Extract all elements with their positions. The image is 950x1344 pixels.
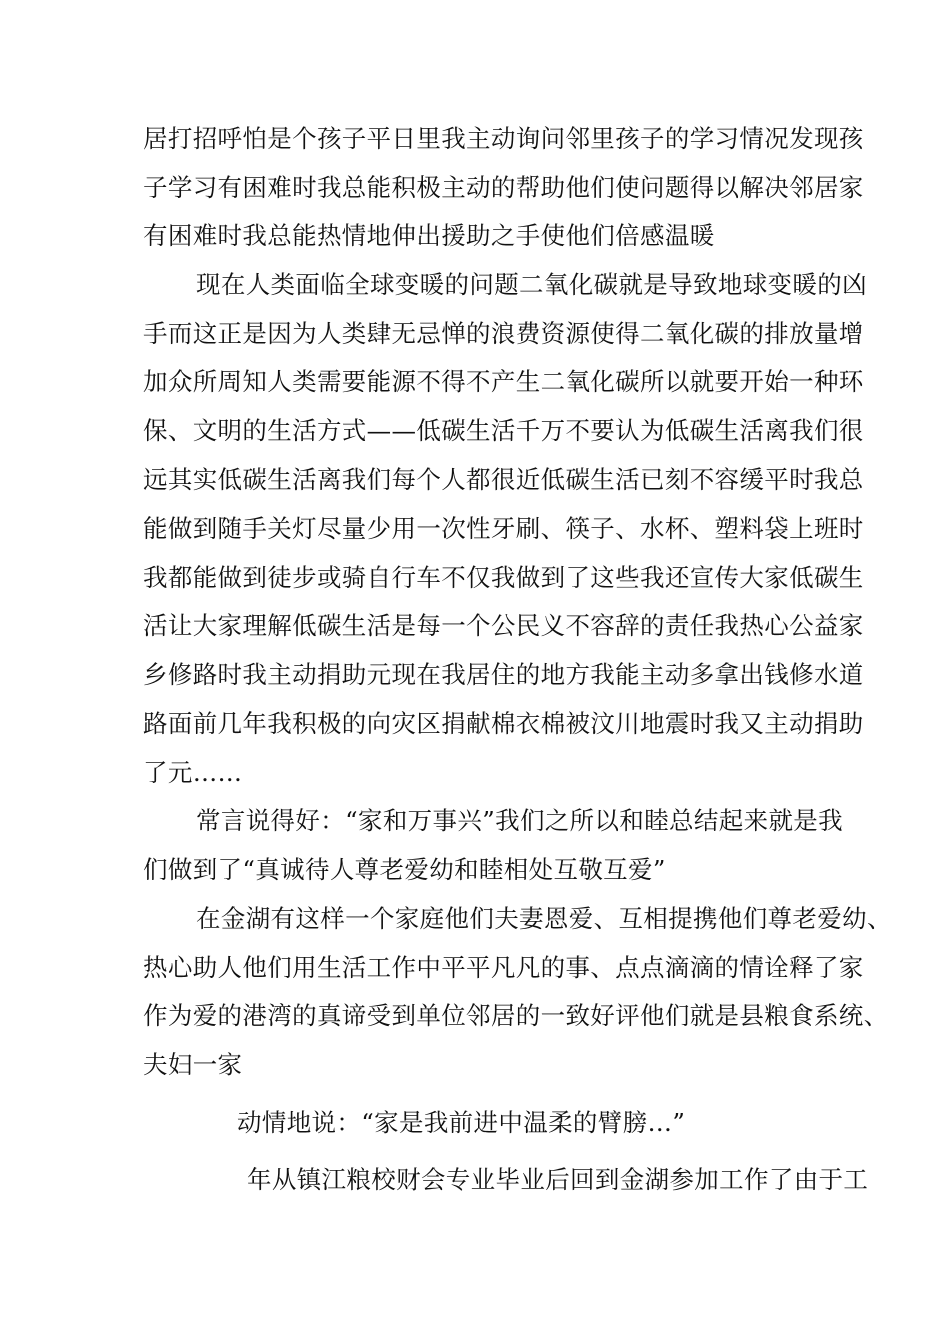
paragraph-first-line: 年从镇江粮校财会专业毕业后回到金湖参加工作了由于工 (247, 1165, 869, 1194)
paragraph-first-line: 现在人类面临全球变暖的问题二氧化碳就是导致地球变暖的凶 (196, 270, 867, 299)
text-line: 乡修路时我主动捐助元现在我居住的地方我能主动多拿出钱修水道 (143, 660, 864, 689)
paragraph-first-line: 在金湖有这样一个家庭他们夫妻恩爱、互相提携他们尊老爱幼、 (196, 904, 892, 933)
paragraph-first-line: 常言说得好：“家和万事兴”我们之所以和睦总结起来就是我 (196, 806, 843, 835)
text-line: 子学习有困难时我总能积极主动的帮助他们使问题得以解决邻居家 (143, 173, 864, 202)
text-line: 居打招呼怕是个孩子平日里我主动询问邻里孩子的学习情况发现孩 (143, 124, 864, 153)
text-line: 路面前几年我积极的向灾区捐献棉衣棉被汶川地震时我又主动捐助 (143, 709, 864, 738)
text-line: 手而这正是因为人类肆无忌惮的浪费资源使得二氧化碳的排放量增 (143, 319, 864, 348)
text-line: 夫妇一家 (143, 1050, 243, 1079)
text-line: 活让大家理解低碳生活是每一个公民义不容辞的责任我热心公益家 (143, 611, 864, 640)
text-line: 能做到随手关灯尽量少用一次性牙刷、筷子、水杯、塑料袋上班时 (143, 514, 864, 543)
text-line: 热心助人他们用生活工作中平平凡凡的事、点点滴滴的情诠释了家 (143, 953, 864, 982)
text-line: 有困难时我总能热情地伸出援助之手使他们倍感温暖 (143, 221, 715, 250)
text-line: 作为爱的港湾的真谛受到单位邻居的一致好评他们就是县粮食系统、 (143, 1001, 889, 1030)
text-line: 我都能做到徒步或骑自行车不仅我做到了这些我还宣传大家低碳生 (143, 563, 864, 592)
text-line: 们做到了“真诚待人尊老爱幼和睦相处互敬互爱” (143, 855, 666, 884)
text-line: 保、文明的生活方式——低碳生活千万不要认为低碳生活离我们很 (143, 416, 864, 445)
text-line: 加众所周知人类需要能源不得不产生二氧化碳所以就要开始一种环 (143, 367, 864, 396)
quote-line: 动情地说：“家是我前进中温柔的臂膀…” (237, 1108, 686, 1137)
text-line: 远其实低碳生活离我们每个人都很近低碳生活已刻不容缓平时我总 (143, 465, 864, 494)
text-line: 了元…… (143, 758, 243, 787)
